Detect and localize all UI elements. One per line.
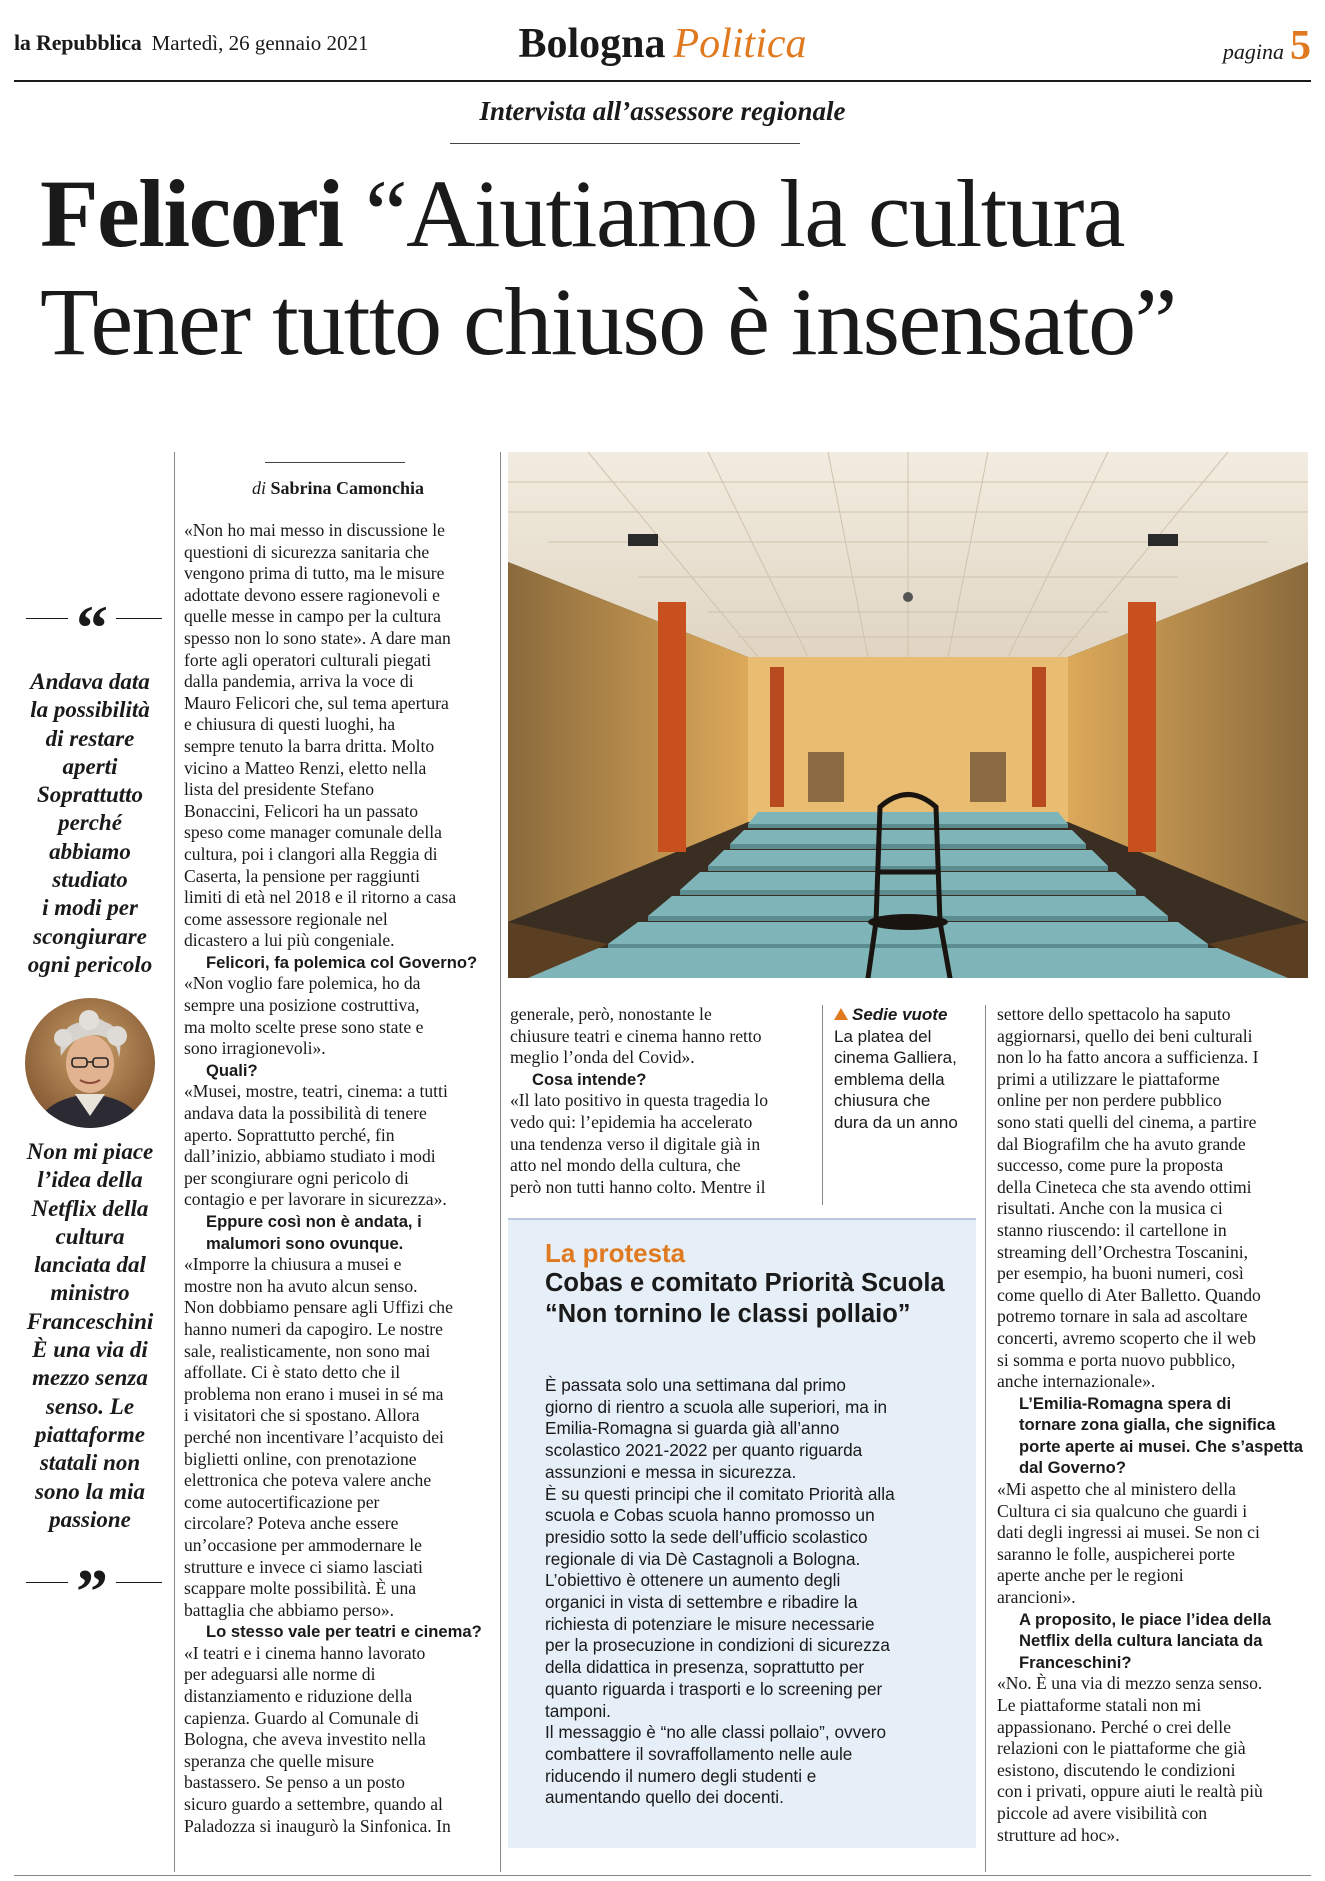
caption-title: Sedie vuote bbox=[852, 1005, 948, 1024]
headline-line-1 bbox=[40, 160, 1290, 268]
pull-quote-line: studiato bbox=[52, 867, 128, 893]
text-line: come autocertificazione per bbox=[184, 1491, 380, 1512]
text-line: sempre tenuto la barra dritta. Molto bbox=[184, 735, 435, 756]
text-line: primi a utilizzare le piattaforme bbox=[997, 1068, 1220, 1089]
box-line: organici in vista di settembre e ribadire la bbox=[545, 1592, 858, 1613]
box-title-line: “Non tornino le classi pollaio” bbox=[545, 1300, 911, 1328]
text-line: elettronica che poteva valere anche bbox=[184, 1470, 432, 1491]
text-line: settore dello spettacolo ha saputo bbox=[997, 1004, 1231, 1024]
text-line: «Non voglio fare polemica, ho da bbox=[184, 973, 421, 994]
text-line: Bonaccini, Felicori ha un passato bbox=[184, 800, 419, 821]
text-line: chiusure teatri e cinema hanno retto bbox=[510, 1025, 762, 1046]
byline bbox=[182, 478, 494, 499]
article-paragraph bbox=[510, 1090, 820, 1198]
text-line: Non dobbiamo pensare agli Uffizi che bbox=[184, 1297, 453, 1318]
page-number bbox=[1223, 22, 1311, 70]
pull-quote-line: di restare bbox=[45, 725, 135, 751]
text-line: mostre non ha avuto alcun senso. bbox=[184, 1275, 418, 1296]
box-line: tamponi. bbox=[545, 1700, 611, 1721]
text-line: e chiusura di questi luoghi, ha bbox=[184, 714, 396, 735]
text-line: malumori sono ovunque. bbox=[206, 1233, 404, 1253]
box-paragraph bbox=[545, 1722, 965, 1809]
box-line: Il messaggio è “no alle classi pollaio”, ovvero bbox=[545, 1722, 887, 1743]
pull-quote-line: passione bbox=[49, 1506, 131, 1532]
text-line: limiti di età nel 2018 e il ritorno a casa bbox=[184, 887, 457, 908]
text-line: online per non perdere pubblico bbox=[997, 1090, 1222, 1111]
article-kicker: Intervista all’assessore regionale bbox=[479, 96, 846, 126]
text-line: questioni di sicurezza sanitaria che bbox=[184, 541, 430, 562]
box-line: scolastico 2021-2022 per quanto riguarda bbox=[545, 1440, 863, 1461]
pull-quote-line: sono la mia bbox=[35, 1478, 145, 1504]
page-word: pagina bbox=[1222, 39, 1284, 64]
text-line: non lo ha fatto ancora a sufficienza. I bbox=[997, 1047, 1259, 1068]
article-column-3 bbox=[997, 1004, 1315, 1846]
text-line: «I teatri e i cinema hanno lavorato bbox=[184, 1642, 426, 1663]
photo-caption bbox=[834, 1004, 984, 1134]
text-line: tornare zona gialla, che significa bbox=[1019, 1415, 1276, 1435]
article-paragraph bbox=[997, 1479, 1315, 1609]
text-line: Eppure così non è andata, i bbox=[206, 1212, 422, 1231]
header-rule bbox=[14, 80, 1311, 82]
box-line: È su questi principi che il comitato Priorità alla bbox=[545, 1483, 895, 1504]
paper-name: la Repubblica bbox=[14, 30, 142, 55]
quote-rule bbox=[116, 618, 162, 619]
pull-quote-2 bbox=[10, 1138, 170, 1534]
text-line: adottate devono essere ragionevoli e bbox=[184, 584, 440, 605]
text-line: forte agli operatori culturali piegati bbox=[184, 649, 432, 670]
text-line: atto nel mondo della cultura, che bbox=[510, 1155, 741, 1176]
pull-quote-line: È una via di bbox=[32, 1337, 148, 1363]
text-line: dal Biografilm che ha avuto grande bbox=[997, 1133, 1246, 1154]
box-line: Emilia-Romagna si guarda già all’anno bbox=[545, 1418, 840, 1439]
text-line: biglietti online, con prenotazione bbox=[184, 1448, 417, 1469]
text-line: anche internazionale». bbox=[997, 1371, 1156, 1392]
text-line: andava data la possibilità di tenere bbox=[184, 1103, 427, 1124]
box-line: È passata solo una settimana dal primo bbox=[545, 1375, 846, 1395]
portrait-felicori bbox=[25, 998, 155, 1128]
byline-author: Sabrina Camonchia bbox=[270, 478, 425, 498]
text-line: «No. È una via di mezzo senza senso. bbox=[997, 1673, 1263, 1694]
text-line: relazioni con le piattaforme che già bbox=[997, 1738, 1246, 1759]
text-line: perché non incentivare l’acquisto dei bbox=[184, 1426, 444, 1447]
text-line: della Cineteca che sta avendo ottimi bbox=[997, 1176, 1252, 1197]
column-rule bbox=[500, 452, 501, 1872]
section-label bbox=[0, 20, 1325, 68]
text-line: sicuro guardo a settembre, quando al bbox=[184, 1794, 443, 1815]
text-line: con i privati, oppure aiuti le realtà più bbox=[997, 1781, 1263, 1802]
text-line: Cultura ci sia qualcuno che guardi i bbox=[997, 1500, 1248, 1521]
text-line: A proposito, le piace l’idea della bbox=[1019, 1609, 1272, 1629]
section-city: Bologna bbox=[518, 21, 666, 67]
text-line: spesso non lo sono state». A dare man bbox=[184, 627, 451, 648]
caption-line: chiusura che bbox=[834, 1091, 931, 1111]
pull-quote-line: cultura bbox=[55, 1223, 125, 1249]
box-line: per la prosecuzione in condizioni di sicurezza bbox=[545, 1635, 890, 1656]
interview-question bbox=[997, 1609, 1315, 1674]
text-line: hanno numeri da capogiro. Le nostre bbox=[184, 1318, 443, 1339]
text-line: successo, come pure la proposta bbox=[997, 1155, 1224, 1176]
article-paragraph bbox=[184, 1081, 494, 1211]
footer-rule bbox=[14, 1875, 1311, 1876]
box-line: assunzioni e messa in sicurezza. bbox=[545, 1461, 797, 1482]
text-line: sono irragionevoli». bbox=[184, 1038, 326, 1059]
text-line: come quello di Ater Balletto. Quando bbox=[997, 1284, 1261, 1305]
pull-quote-line: Franceschini bbox=[26, 1308, 154, 1334]
pull-quote-line: ogni pericolo bbox=[27, 951, 153, 977]
interview-question bbox=[997, 1393, 1315, 1479]
text-line: cultura, poi i clangori alla Reggia di bbox=[184, 843, 438, 864]
text-line: Franceschini? bbox=[1019, 1652, 1132, 1672]
box-paragraph bbox=[545, 1375, 965, 1484]
text-line: vengono prima di tutto, ma le misure bbox=[184, 563, 445, 584]
text-line: per scongiurare ogni pericolo di bbox=[184, 1167, 409, 1188]
text-line: affollate. Ci è stato detto che il bbox=[184, 1362, 401, 1383]
article-paragraph bbox=[997, 1004, 1315, 1393]
text-line: Caserta, la pensione per raggiunti bbox=[184, 865, 420, 886]
pull-quote-line: Netflix della bbox=[31, 1195, 149, 1221]
text-line: i visitatori che si spostano. Allora bbox=[184, 1405, 420, 1426]
kicker-rule bbox=[450, 143, 800, 144]
text-line: vicino a Matteo Renzi, eletto nella bbox=[184, 757, 427, 778]
quote-rule bbox=[26, 1582, 68, 1583]
text-line: distanziamento e riduzione della bbox=[184, 1686, 413, 1707]
text-line: contagio e per lavorare in sicurezza». bbox=[184, 1189, 447, 1210]
text-line: generale, però, nonostante le bbox=[510, 1004, 712, 1024]
interview-question bbox=[184, 952, 494, 974]
text-line: Lo stesso vale per teatri e cinema? bbox=[206, 1622, 482, 1642]
box-kicker: La protesta bbox=[545, 1238, 686, 1268]
byline-prefix: di bbox=[251, 478, 266, 498]
text-line: saranno le folle, auspicherei porte bbox=[997, 1543, 1235, 1564]
text-line: strutture ad hoc». bbox=[997, 1824, 1120, 1845]
box-line: scuola e Cobas scuola hanno promosso un bbox=[545, 1505, 875, 1526]
box-line: regionale di via Dè Castagnoli a Bologna. bbox=[545, 1548, 861, 1569]
text-line: dicastero a lui più congeniale. bbox=[184, 930, 395, 951]
article-paragraph bbox=[184, 1254, 494, 1621]
interview-question bbox=[184, 1211, 494, 1254]
text-line: dalla pandemia, arriva la voce di bbox=[184, 671, 414, 692]
text-line: Paladozza si inaugurò la Sinfonica. In bbox=[184, 1815, 451, 1836]
text-line: scappare molte possibilità. È una bbox=[184, 1578, 417, 1599]
article-paragraph bbox=[184, 1643, 494, 1837]
text-line: speranza che quelle misure bbox=[184, 1750, 375, 1771]
text-line: però non tutti hanno colto. Mentre il bbox=[510, 1176, 766, 1197]
headline-line-2: Tener tutto chiuso è insensato” bbox=[40, 268, 1176, 375]
caption-line: dura da un anno bbox=[834, 1112, 958, 1132]
text-line: si somma e porta nuovo pubblico, bbox=[997, 1349, 1236, 1370]
headline-quote-start: “Aiutiamo la cultura bbox=[342, 160, 1125, 267]
text-line: speso come manager comunale della bbox=[184, 822, 442, 843]
pull-quote-line: la possibilità bbox=[30, 697, 150, 723]
box-line: giorno di rientro a scuola alle superiori, ma in bbox=[545, 1396, 888, 1417]
column-rule bbox=[985, 1005, 986, 1872]
avatar bbox=[25, 998, 155, 1128]
pull-quote-line: Non mi piace bbox=[26, 1139, 154, 1164]
box-line: quanto riguarda i trasporti e lo screening per bbox=[545, 1678, 883, 1699]
text-line: un’occasione per ammodernare le bbox=[184, 1534, 422, 1555]
close-quote-mark: ” bbox=[76, 1556, 108, 1627]
text-line: capienza. Guardo al Comunale di bbox=[184, 1707, 419, 1728]
box-paragraph bbox=[545, 1484, 965, 1723]
caption-text bbox=[834, 1026, 984, 1134]
box-line: aumentando quello dei docenti. bbox=[545, 1787, 784, 1808]
box-line: combattere il sovraffollamento nelle aule bbox=[545, 1743, 853, 1764]
text-line: appassionano. Perché o crei delle bbox=[997, 1716, 1232, 1737]
text-line: aggiornarsi, quello dei beni culturali bbox=[997, 1025, 1253, 1046]
text-line: come assessore regionale nel bbox=[184, 908, 388, 929]
text-line: «Mi aspetto che al ministero della bbox=[997, 1479, 1236, 1500]
article-column-1 bbox=[184, 520, 494, 1837]
text-line: quelle messe in campo per la cultura bbox=[184, 606, 441, 627]
quote-rule bbox=[116, 1582, 162, 1583]
caption-line: cinema Galliera, bbox=[834, 1048, 957, 1068]
interview-question bbox=[510, 1069, 820, 1091]
text-line: concerti, avremo scoperto che il web bbox=[997, 1327, 1256, 1348]
text-line: Netflix della cultura lanciata da bbox=[1019, 1631, 1263, 1651]
text-line: dall’inizio, abbiamo studiato i modi bbox=[184, 1146, 436, 1167]
pull-quote-1 bbox=[10, 668, 170, 979]
text-line: sale, realisticamente, non sono mai bbox=[184, 1340, 431, 1361]
page-num: 5 bbox=[1290, 23, 1311, 69]
box-line: riducendo il numero degli studenti e bbox=[545, 1765, 817, 1786]
box-line: presidio sotto la sede dell’ufficio scolastico bbox=[545, 1526, 868, 1547]
text-line: streaming dell’Orchestra Toscanini, bbox=[997, 1241, 1249, 1262]
text-line: circolare? Poteva anche essere bbox=[184, 1513, 399, 1534]
text-line: ma molto scelte prese sono state e bbox=[184, 1016, 424, 1037]
pull-quote-line: piattaforme bbox=[35, 1421, 145, 1447]
text-line: «Imporre la chiusura a musei e bbox=[184, 1254, 402, 1275]
text-line: strutture e invece ci siamo lasciati bbox=[184, 1556, 423, 1577]
text-line: dati degli ingressi ai musei. Se non ci bbox=[997, 1522, 1260, 1543]
pull-quote-line: mezzo senza bbox=[32, 1365, 148, 1391]
text-line: arancioni». bbox=[997, 1587, 1076, 1608]
interview-question bbox=[184, 1621, 494, 1643]
text-line: lista del presidente Stefano bbox=[184, 779, 375, 800]
column-rule bbox=[822, 1005, 823, 1205]
text-line: vedo qui: l’epidemia ha accelerato bbox=[510, 1111, 753, 1132]
pull-quote-line: scongiurare bbox=[33, 923, 147, 949]
pull-quote-line: lanciata dal bbox=[34, 1252, 146, 1278]
article-paragraph bbox=[997, 1673, 1315, 1846]
article-paragraph bbox=[184, 520, 494, 952]
text-line: bastassero. Se penso a un posto bbox=[184, 1772, 405, 1793]
text-line: dal Governo? bbox=[1019, 1458, 1126, 1478]
pull-quote-line: aperti bbox=[62, 753, 118, 779]
box-title-line: Cobas e comitato Priorità Scuola bbox=[545, 1269, 945, 1297]
text-line: meglio l’onda del Covid». bbox=[510, 1047, 695, 1068]
pull-quote-line: senso. Le bbox=[45, 1393, 135, 1419]
headline-name: Felicori bbox=[40, 160, 343, 267]
text-line: Quali? bbox=[206, 1060, 258, 1080]
box-title bbox=[545, 1268, 965, 1330]
quote-rule bbox=[26, 618, 68, 619]
text-line: battaglia che abbiamo perso». bbox=[184, 1599, 395, 1620]
text-line: «Non ho mai messo in discussione le bbox=[184, 520, 445, 540]
caption-triangle-icon bbox=[834, 1008, 848, 1020]
text-line: L’Emilia-Romagna spera di bbox=[1019, 1393, 1232, 1413]
text-line: Le piattaforme statali non mi bbox=[997, 1695, 1202, 1715]
article-column-2 bbox=[510, 1004, 820, 1198]
issue-date: Martedì, 26 gennaio 2021 bbox=[151, 31, 369, 55]
text-line: stanno riuscendo: il cartellone in bbox=[997, 1219, 1227, 1240]
text-line: per adeguarsi alle norme di bbox=[184, 1664, 376, 1685]
open-quote-mark: “ bbox=[76, 592, 108, 663]
text-line: esistono, discutendo le condizioni bbox=[997, 1759, 1236, 1780]
text-line: piccole ad avere visibilità con bbox=[997, 1802, 1208, 1823]
empty-theatre-image bbox=[508, 452, 1308, 978]
byline-rule bbox=[265, 462, 405, 463]
text-line: una tendenza verso il digitale già in bbox=[510, 1133, 761, 1154]
text-line: Cosa intende? bbox=[532, 1069, 647, 1089]
text-line: per esempio, ha buoni numeri, così bbox=[997, 1263, 1244, 1284]
pull-quote-line: ministro bbox=[50, 1280, 130, 1306]
section-topic: Politica bbox=[673, 21, 807, 67]
box-line: della didattica in presenza, soprattutto per bbox=[545, 1657, 865, 1678]
box-line: L’obiettivo è ottenere un aumento degli bbox=[545, 1570, 841, 1591]
caption-line: La platea del bbox=[834, 1026, 932, 1046]
pull-quote-line: i modi per bbox=[42, 895, 138, 921]
caption-line: emblema della bbox=[834, 1069, 945, 1089]
text-line: sono stati quelli del cinema, a partire bbox=[997, 1111, 1257, 1132]
text-line: risultati. Anche con la musica ci bbox=[997, 1198, 1223, 1219]
pull-quote-line: statali non bbox=[39, 1450, 141, 1476]
box-line: richiesta di potenziare le misure necessarie bbox=[545, 1613, 875, 1634]
text-line: porte aperte ai musei. Che s’aspetta bbox=[1019, 1436, 1304, 1456]
pull-quote-line: Andava data bbox=[30, 669, 150, 694]
pull-quote-line: abbiamo bbox=[49, 838, 131, 864]
article-paragraph bbox=[184, 973, 494, 1059]
text-line: potremo tornare in sala ad ascoltare bbox=[997, 1306, 1248, 1327]
interview-question bbox=[184, 1060, 494, 1082]
text-line: sempre una posizione costruttiva, bbox=[184, 995, 420, 1016]
pull-quote-line: perché bbox=[58, 810, 122, 836]
text-line: Felicori, fa polemica col Governo? bbox=[206, 952, 478, 972]
text-line: aperte anche per le regioni bbox=[997, 1565, 1184, 1586]
text-line: «Il lato positivo in questa tragedia lo bbox=[510, 1090, 768, 1111]
text-line: aperto. Soprattutto perché, fin bbox=[184, 1124, 395, 1145]
article-paragraph bbox=[510, 1004, 820, 1069]
column-rule bbox=[174, 452, 175, 1872]
text-line: Bologna, che aveva investito nella bbox=[184, 1729, 426, 1750]
pull-quote-line: l’idea della bbox=[37, 1167, 143, 1193]
theatre-photo bbox=[508, 452, 1308, 978]
text-line: «Musei, mostre, teatri, cinema: a tutti bbox=[184, 1081, 448, 1102]
pull-quote-line: Soprattutto bbox=[36, 782, 144, 808]
text-line: problema non erano i musei in sé ma bbox=[184, 1383, 444, 1404]
box-body bbox=[545, 1375, 965, 1809]
text-line: Mauro Felicori che, sul tema apertura bbox=[184, 692, 449, 713]
